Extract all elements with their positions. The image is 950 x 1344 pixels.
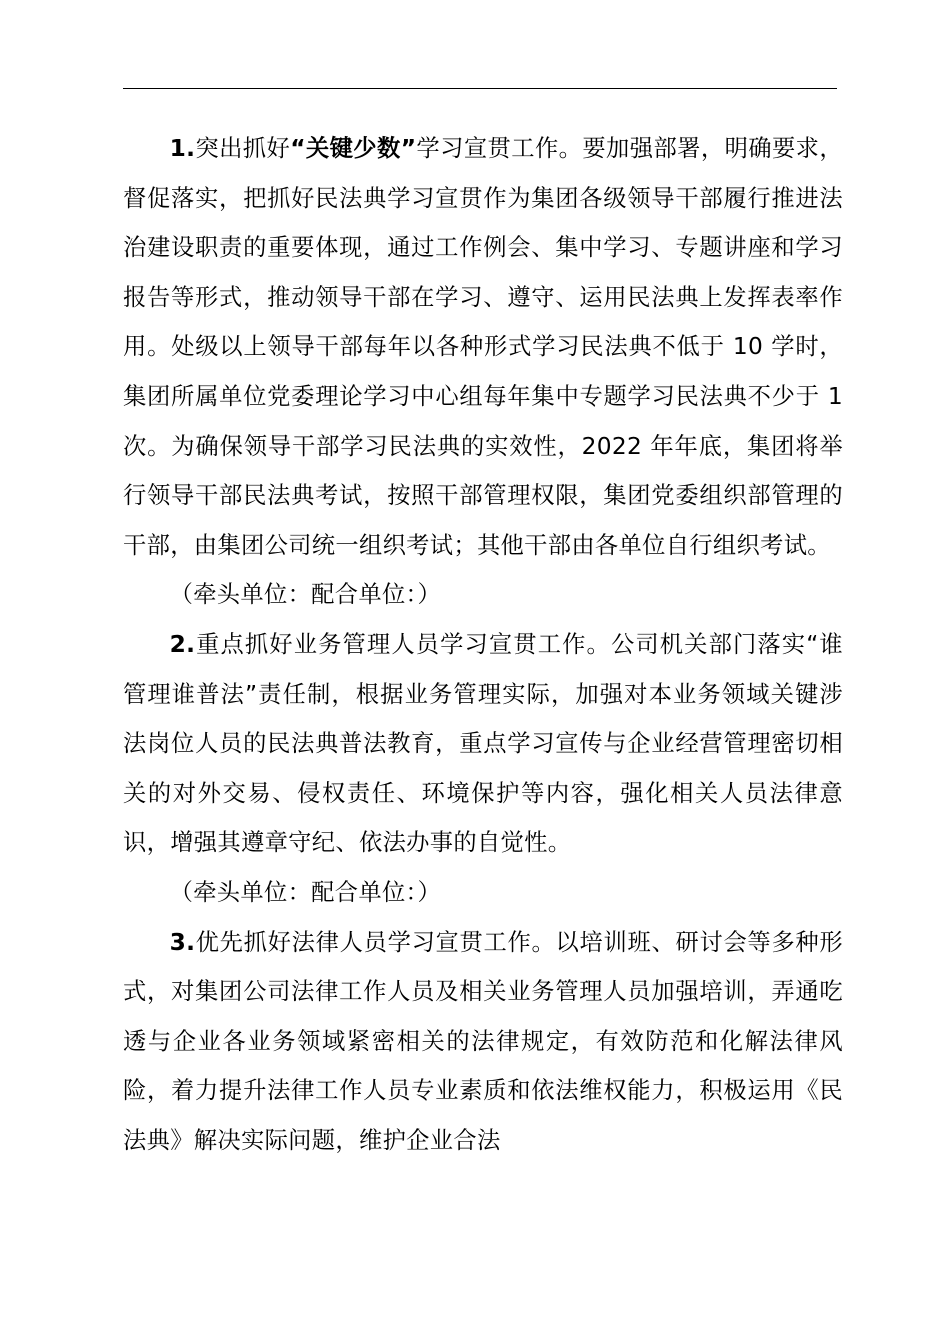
section-1-paragraph bbox=[123, 124, 843, 570]
section-2-body: 公司机关部门落实“谁管理谁普法”责任制，根据业务管理实际，加强对本业务领域关键涉法岗位人员的民法典普法教育，重点学习宣传与企业经营管理密切相关的对外交易、侵权责任、环境保护等内容，强化相关人员法律意识，增强其遵章守纪、依法办事的自觉性。 bbox=[123, 630, 843, 857]
section-1-title-before: 突出抓好 bbox=[195, 135, 291, 162]
section-3-title: 优先抓好法律人员学习宣贯工作。 bbox=[195, 928, 556, 956]
section-1-title-after: 学习宣贯工作。 bbox=[416, 135, 583, 162]
section-1-number: 1. bbox=[169, 135, 196, 162]
section-2-note: （牵头单位：配合单位：） bbox=[169, 878, 442, 906]
header-rule bbox=[123, 88, 837, 89]
section-2-paragraph bbox=[123, 620, 843, 868]
section-3-body: 以培训班、研讨会等多种形式，对集团公司法律工作人员及相关业务管理人员加强培训，弄通吃透与企业各业务领域紧密相关的法律规定，有效防范和化解法律风险，着力提升法律工作人员专业素质和依法维权能力，积极运用《民法典》解决实际问题，维护企业合法 bbox=[123, 928, 843, 1154]
section-1-note: （牵头单位：配合单位：） bbox=[169, 581, 442, 609]
section-2-number: 2. bbox=[169, 630, 196, 658]
section-1-body: 要加强部署，明确要求，督促落实，把抓好民法典学习宣贯作为集团各级领导干部履行推进法治建设职责的重要体现，通过工作例会、集中学习、专题讲座和学习报告等形式，推动领导干部在学习、遵守、运用民法典上发挥表率作用。处级以上领导干部每年以各种形式学习民法典不低于 10 学时，集团所属单位党委理论学习中心组每年集中专题学习民法典不少于 1 次。为确保领导干部学习民法典的实效性，2022 年年底，集团将举行领导干部民法典考试，按照干部管理权限，集团党委组织部管理的干部，由集团公司统一组织考试；其他干部由各单位自行组织考试。 bbox=[123, 135, 843, 559]
section-2-title: 重点抓好业务管理人员学习宣贯工作。 bbox=[195, 630, 611, 658]
section-3-paragraph bbox=[123, 918, 843, 1166]
section-1-title-quoted: “关键少数” bbox=[290, 135, 417, 162]
section-3-number: 3. bbox=[169, 928, 196, 956]
document-body bbox=[123, 124, 843, 1165]
